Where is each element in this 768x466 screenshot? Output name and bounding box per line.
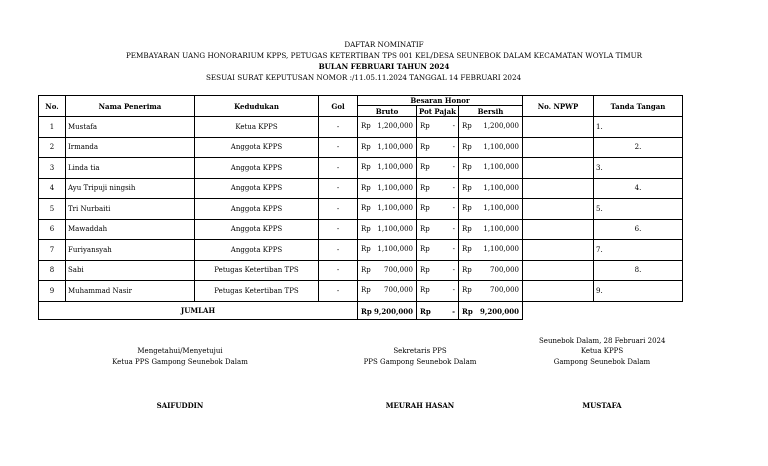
table-row (39, 199, 683, 220)
currency-label: Rp (361, 142, 371, 151)
row-bersih-value: 700,000 (490, 265, 519, 274)
row-name: Furiyansyah (66, 240, 195, 261)
row-name: Mawaddah (66, 219, 195, 240)
row-name: Ayu Tripuji ningsih (66, 178, 195, 199)
row-npwp (523, 199, 594, 220)
approver-caption: Mengetahui/Menyetujui (137, 347, 223, 355)
row-bersih-value: 1,100,000 (483, 163, 519, 171)
table-row (39, 260, 683, 281)
row-gol: - (319, 178, 358, 199)
table-row (39, 240, 683, 261)
currency-label: Rp (462, 204, 472, 212)
currency-label: Rp (361, 224, 371, 233)
row-signature: 8. (594, 260, 683, 281)
row-name: Tri Nurbaiti (66, 199, 195, 220)
row-pajak (417, 137, 459, 158)
row-bruto-value: 1,100,000 (377, 224, 413, 233)
row-gol: - (319, 260, 358, 281)
currency-label: Rp (462, 122, 472, 130)
secretary-caption: Sekretaris PPS (393, 347, 447, 355)
col-position: Kedudukan (195, 96, 319, 117)
row-bersih (459, 281, 523, 302)
table-row (39, 137, 683, 158)
row-position: Anggota KPPS (195, 158, 319, 179)
row-bersih-value: 1,100,000 (483, 204, 519, 212)
row-bersih-value: 1,100,000 (483, 183, 519, 192)
row-npwp (523, 158, 594, 179)
row-position: Anggota KPPS (195, 137, 319, 158)
row-gol: - (319, 117, 358, 138)
row-position: Anggota KPPS (195, 199, 319, 220)
approver-name: SAIFUDDIN (156, 401, 204, 410)
row-bruto (358, 117, 417, 138)
row-name: Mustafa (66, 117, 195, 138)
row-pajak-value: - (452, 142, 455, 151)
total-row (39, 301, 683, 319)
row-bruto (358, 281, 417, 302)
currency-label: Rp (420, 183, 430, 192)
row-bruto-value: 1,100,000 (377, 183, 413, 192)
row-bruto (358, 219, 417, 240)
row-gol: - (319, 219, 358, 240)
row-pajak-value: - (452, 183, 455, 192)
row-npwp (523, 281, 594, 302)
row-pajak (417, 117, 459, 138)
currency-label: Rp (462, 163, 472, 171)
row-pajak-value: - (452, 122, 455, 130)
row-npwp (523, 219, 594, 240)
row-no: 4 (39, 178, 66, 199)
row-signature: 4. (594, 178, 683, 199)
row-bersih-value: 1,200,000 (483, 122, 519, 130)
currency-label: Rp (420, 122, 430, 130)
row-no: 7 (39, 240, 66, 261)
row-pajak-value: - (452, 286, 455, 294)
currency-label: Rp (462, 286, 472, 294)
row-bruto (358, 260, 417, 281)
row-name: Linda tia (66, 158, 195, 179)
row-bruto-value: 1,200,000 (377, 122, 413, 130)
row-bruto-value: 1,100,000 (377, 142, 413, 151)
secretary-name: MEURAH HASAN (385, 401, 455, 410)
row-bersih (459, 117, 523, 138)
currency-label: Rp (462, 224, 472, 233)
currency-label: Rp (361, 122, 371, 130)
kpps-chair-block (522, 346, 682, 368)
row-no: 9 (39, 281, 66, 302)
approver-role: Ketua PPS Gampong Seunebok Dalam (112, 358, 248, 366)
decree-label: SESUAI SURAT KEPUTUSAN NOMOR : (206, 73, 352, 82)
currency-label: Rp (462, 245, 472, 253)
document-period: BULAN FEBRUARI TAHUN 2024 (318, 62, 450, 71)
row-pajak-value: - (452, 224, 455, 233)
document-subtitle: PEMBAYARAN UANG HONORARIUM KPPS, PETUGAS KETERTIBAN TPS 001 KEL/DESA SEUNEBOK DALAM KECAMATAN WOYLA TIMUR (125, 51, 643, 60)
row-position: Petugas Ketertiban TPS (195, 260, 319, 281)
total-pajak (417, 301, 459, 319)
row-position: Ketua KPPS (195, 117, 319, 138)
total-bruto (358, 301, 417, 319)
row-no: 1 (39, 117, 66, 138)
row-bersih (459, 178, 523, 199)
row-name: Sabi (66, 260, 195, 281)
col-npwp: No. NPWP (523, 96, 594, 117)
row-signature: 2. (594, 137, 683, 158)
table-row (39, 219, 683, 240)
row-signature: 5. (594, 199, 683, 220)
row-npwp (523, 178, 594, 199)
currency-label: Rp (420, 142, 430, 151)
col-name: Nama Penerima (66, 96, 195, 117)
row-name: Irmanda (66, 137, 195, 158)
row-gol: - (319, 158, 358, 179)
currency-label: Rp (361, 183, 371, 192)
document-title: DAFTAR NOMINATIF (344, 40, 424, 49)
row-bersih (459, 137, 523, 158)
row-position: Anggota KPPS (195, 240, 319, 261)
currency-label: Rp (420, 265, 430, 274)
row-pajak-value: - (452, 163, 455, 171)
secretary-block (340, 346, 500, 368)
approver-block (100, 346, 260, 368)
row-pajak (417, 199, 459, 220)
row-pajak-value: - (452, 204, 455, 212)
row-signature: 3. (594, 158, 683, 179)
row-gol: - (319, 137, 358, 158)
row-no: 8 (39, 260, 66, 281)
row-gol: - (319, 281, 358, 302)
decree-value: /11.05.11.2024 TANGGAL 14 FEBRUARI 2024 (352, 73, 522, 82)
row-signature: 6. (594, 219, 683, 240)
nominative-table (38, 95, 683, 320)
row-position: Petugas Ketertiban TPS (195, 281, 319, 302)
row-bruto-value: 700,000 (384, 265, 413, 274)
row-position: Anggota KPPS (195, 219, 319, 240)
total-label: JUMLAH (39, 301, 358, 319)
col-bersih: Bersih (459, 106, 523, 117)
row-npwp (523, 137, 594, 158)
currency-label: Rp (361, 163, 371, 171)
row-name: Muhammad Nasir (66, 281, 195, 302)
currency-label: Rp (462, 306, 473, 316)
row-no: 2 (39, 137, 66, 158)
currency-label: Rp (462, 183, 472, 192)
table-row (39, 281, 683, 302)
row-gol: - (319, 240, 358, 261)
kpps-chair-name: MUSTAFA (582, 401, 622, 410)
row-pajak-value: - (452, 245, 455, 253)
table-row (39, 158, 683, 179)
row-bersih-value: 1,100,000 (483, 224, 519, 233)
currency-label: Rp (420, 163, 430, 171)
currency-label: Rp (361, 306, 372, 316)
currency-label: Rp (420, 204, 430, 212)
row-npwp (523, 240, 594, 261)
col-signature: Tanda Tangan (594, 96, 683, 117)
row-pajak (417, 281, 459, 302)
row-gol: - (319, 199, 358, 220)
col-pot-pajak: Pot Pajak (417, 106, 459, 117)
row-no: 6 (39, 219, 66, 240)
kpps-chair-role: Gampong Seunebok Dalam (553, 358, 651, 366)
currency-label: Rp (361, 286, 371, 294)
row-bruto (358, 137, 417, 158)
table-row (39, 178, 683, 199)
row-bruto-value: 700,000 (384, 286, 413, 294)
row-signature: 9. (594, 281, 683, 302)
total-bersih (459, 301, 523, 319)
row-bersih (459, 240, 523, 261)
col-no: No. (39, 96, 66, 117)
total-bersih-value: 9,200,000 (480, 306, 519, 316)
currency-label: Rp (361, 265, 371, 274)
row-bruto (358, 240, 417, 261)
row-bersih (459, 199, 523, 220)
row-bersih-value: 700,000 (490, 286, 519, 294)
place-date: Seunebok Dalam, 28 Februari 2024 (539, 337, 666, 345)
row-position: Anggota KPPS (195, 178, 319, 199)
row-bruto-value: 1,100,000 (377, 163, 413, 171)
row-npwp (523, 260, 594, 281)
col-gol: Gol (319, 96, 358, 117)
row-bruto (358, 199, 417, 220)
currency-label: Rp (420, 224, 430, 233)
row-bruto (358, 158, 417, 179)
row-bruto-value: 1,100,000 (377, 204, 413, 212)
col-bruto: Bruto (358, 106, 417, 117)
currency-label: Rp (462, 142, 472, 151)
currency-label: Rp (462, 265, 472, 274)
row-bersih (459, 219, 523, 240)
row-bersih-value: 1,100,000 (483, 142, 519, 151)
currency-label: Rp (420, 245, 430, 253)
row-pajak (417, 158, 459, 179)
currency-label: Rp (420, 286, 430, 294)
row-pajak (417, 240, 459, 261)
row-pajak (417, 260, 459, 281)
row-no: 3 (39, 158, 66, 179)
row-pajak-value: - (452, 265, 455, 274)
row-pajak (417, 219, 459, 240)
table-row (39, 117, 683, 138)
row-signature: 1. (594, 117, 683, 138)
col-honor: Besaran Honor (358, 96, 523, 106)
row-bersih (459, 158, 523, 179)
row-signature: 7. (594, 240, 683, 261)
currency-label: Rp (420, 306, 431, 316)
secretary-role: PPS Gampong Seunebok Dalam (363, 358, 477, 366)
total-pajak-value: - (452, 306, 455, 316)
row-pajak (417, 178, 459, 199)
row-no: 5 (39, 199, 66, 220)
currency-label: Rp (361, 245, 371, 253)
total-bruto-value: 9,200,000 (374, 306, 413, 316)
row-bersih-value: 1,100,000 (483, 245, 519, 253)
row-bersih (459, 260, 523, 281)
row-bruto-value: 1,100,000 (377, 245, 413, 253)
row-bruto (358, 178, 417, 199)
row-npwp (523, 117, 594, 138)
kpps-chair-caption: Ketua KPPS (580, 347, 624, 355)
currency-label: Rp (361, 204, 371, 212)
